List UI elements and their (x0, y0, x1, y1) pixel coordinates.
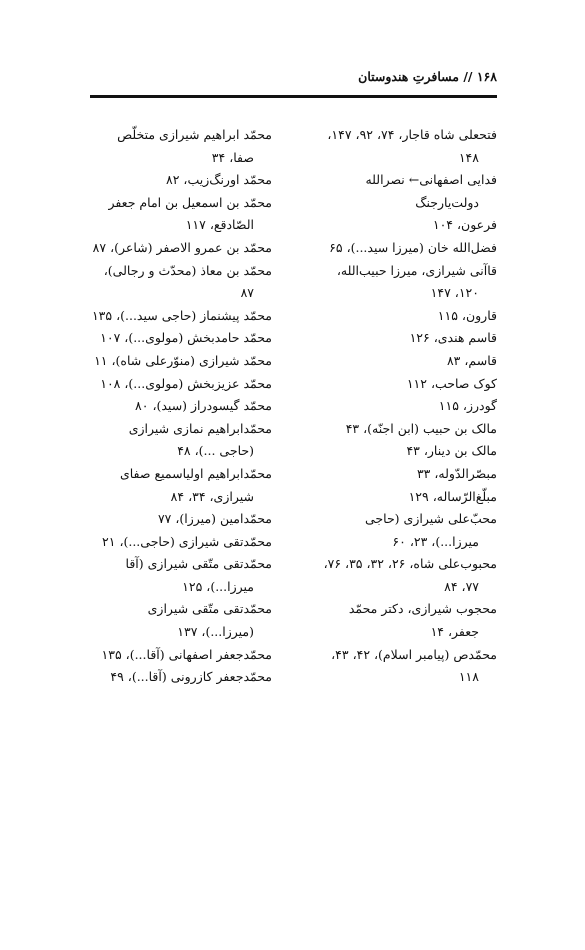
index-entry: محمّد ابراهیم شیرازی متخلّص (117, 127, 272, 142)
index-entry: گودرز، ۱۱۵ (438, 398, 497, 414)
index-entry: فرعون، ۱۰۴ (432, 217, 497, 233)
index-entry: قاسم هندی، ۱۲۶ (409, 330, 497, 346)
index-entry-continuation: (حاجی ...)، ۴۸ (177, 443, 254, 459)
index-entry: محمّدامین (میرزا)، ۷۷ (157, 511, 272, 527)
index-entry: قارون، ۱۱۵ (437, 307, 497, 323)
index-entry: محمّدجعفر کازرونی (آقا...)، ۴۹ (110, 669, 272, 685)
index-entry: مالک بن حبیب (ابن اجنّه)، ۴۳ (345, 420, 497, 436)
index-entry: محبوب‌علی شاه، ۲۶، ۳۲، ۳۵، ۷۶، (323, 556, 497, 572)
index-entry: محمّد بن عمرو الاصفر (شاعر)، ۸۷ (92, 239, 272, 255)
index-entry: محمّد بن اسمعیل بن امام جعفر (108, 194, 272, 210)
index-entry: فضل‌الله خان (میرزا سید...)، ۶۵ (329, 239, 497, 255)
index-entry: مالک بن دینار، ۴۳ (406, 443, 497, 459)
index-entry: محمّدابراهیم اولیاسمیع صفای (119, 465, 272, 481)
index-entry-continuation: ۷۷، ۸۴ (444, 578, 479, 594)
index-entry: محمّد پیشنماز (حاجی سید...)، ۱۳۵ (91, 307, 272, 323)
index-entry: محمّد عزیزبخش (مولوی...)، ۱۰۸ (100, 375, 272, 391)
index-entry-continuation: شیرازی، ۳۴، ۸۴ (170, 488, 254, 504)
running-header: ۱۶۸ // مسافرتِ هندوستان (358, 69, 497, 84)
index-entry-continuation: میرزا...)، ۱۲۵ (182, 578, 254, 594)
header-rule (90, 95, 497, 98)
index-column-left (90, 124, 272, 689)
index-entry-continuation: ۱۲۰، ۱۴۷ (430, 285, 479, 301)
index-entry-continuation: ۸۷ (240, 285, 254, 301)
index-entry-continuation: ۱۴۸ (458, 149, 479, 165)
index-entry: قاآنی شیرازی، میرزا حبیب‌الله، (336, 262, 497, 278)
index-entry-continuation: جعفر، ۱۴ (430, 624, 479, 640)
index-entry: فدایی اصفهانی← نصرالله (365, 172, 497, 188)
index-entry: محمّد حامدبخش (مولوی...)، ۱۰۷ (100, 330, 272, 346)
index-entry: محجوب شیرازی، دکتر محمّد (348, 601, 497, 617)
index-entry: فتحعلی شاه قاجار، ۷۴، ۹۲، ۱۴۷، (327, 127, 497, 142)
index-entry: محمّدابراهیم نمازی شیرازی (128, 420, 272, 436)
index-entry: محمّدتقی متّقی شیرازی (آقا (125, 556, 272, 572)
index-entry-continuation: (میرزا...)، ۱۳۷ (177, 624, 254, 640)
index-entry: محمّدجعفر اصفهانی (آقا...)، ۱۳۵ (101, 646, 272, 662)
index-entry: محمّد اورنگ‌زیب، ۸۲ (166, 172, 272, 188)
index-entry-continuation: صفا، ۳۴ (211, 149, 254, 165)
index-entry: محبّ‌علی شیرازی (حاجی (365, 511, 497, 527)
index-entry: مبلّغ‌الرّساله، ۱۲۹ (408, 488, 497, 504)
index-entry: مبصّرالدّوله، ۳۳ (416, 465, 497, 481)
index-entry: کوک صاحب، ۱۱۲ (406, 375, 497, 391)
index-entry-continuation: میرزا...)، ۲۳، ۶۰ (392, 533, 479, 549)
index-entry-continuation: دولت‌یارجنگ (415, 194, 479, 210)
index-entry: محمّدتقی متّقی شیرازی (147, 601, 272, 617)
index-column-right (305, 124, 497, 689)
index-entry-continuation: ۱۱۸ (458, 669, 479, 685)
index-entry: محمّدتقی شیرازی (حاجی...)، ۲۱ (102, 533, 272, 549)
index-entry-continuation: الصّادقع، ۱۱۷ (185, 217, 254, 233)
index-entry: قاسم، ۸۳ (446, 352, 497, 368)
index-entry: محمّد بن معاذ (محدّث و رجالی)، (103, 262, 272, 278)
index-entry: محمّد شیرازی (منوّرعلی شاه)، ۱۱ (94, 352, 272, 368)
index-entry: محمّدص (پیامبر اسلام)، ۴۲، ۴۳، (331, 646, 497, 662)
index-entry: محمّد گیسودراز (سید)، ۸۰ (135, 398, 272, 414)
